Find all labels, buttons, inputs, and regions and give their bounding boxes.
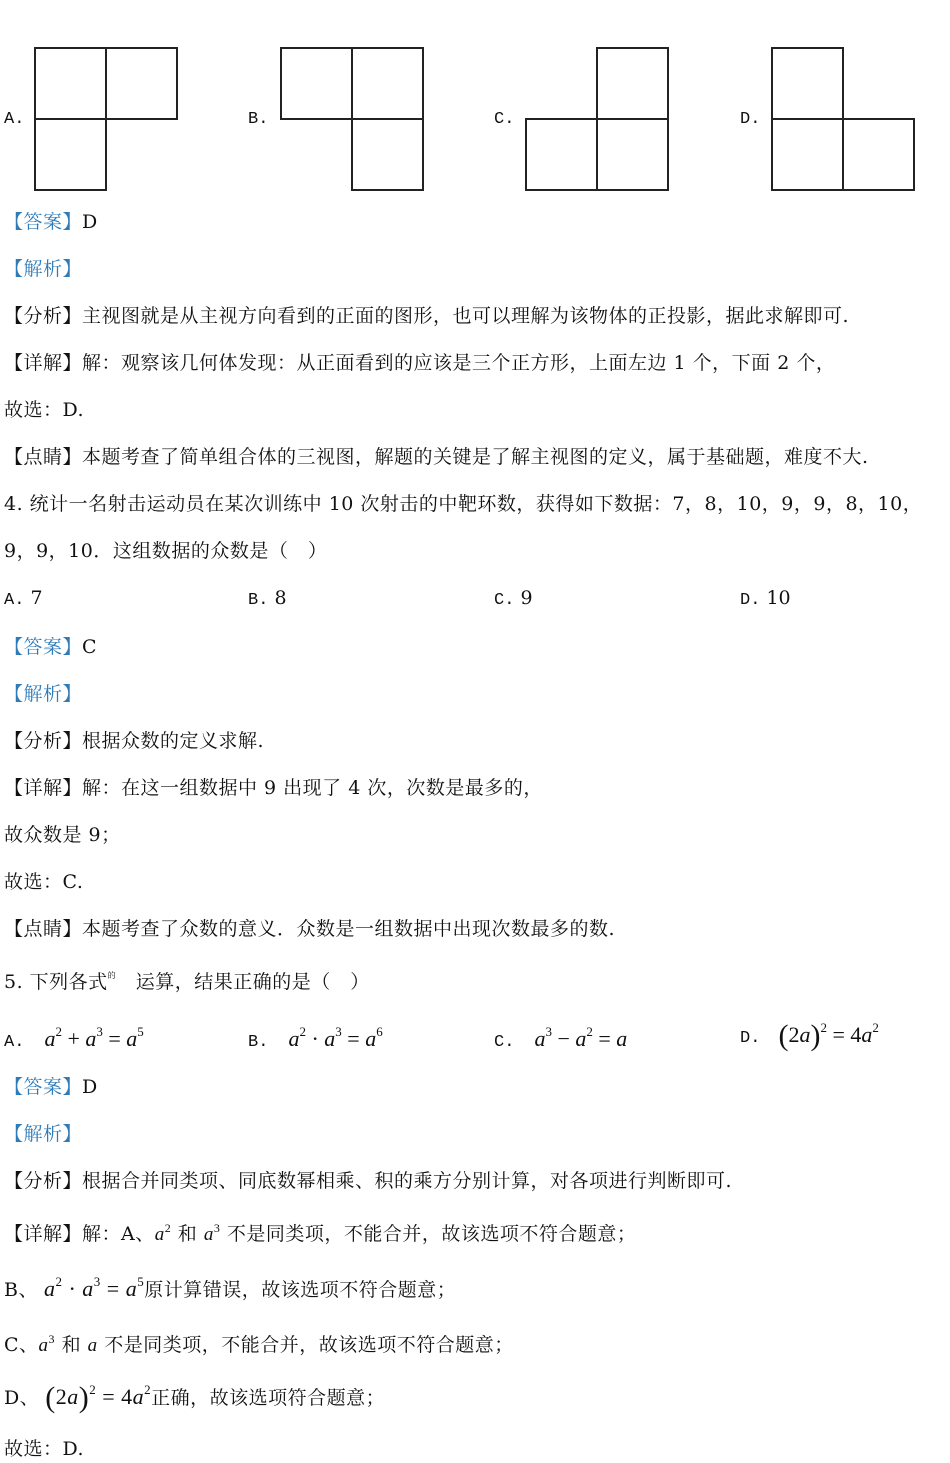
option-a-label: A. [4, 110, 25, 129]
q3-analysis-label: 【解析】 [4, 258, 83, 280]
q5-line-c: C、$a^3$ 和 a 不是同类项，不能合并，故该选项不符合题意； [4, 1332, 514, 1356]
q4-mode-line: 故众数是 9； [4, 824, 121, 846]
q5-answer: 【答案】D [4, 1076, 98, 1098]
q5-option-d: D. $(2a)^2 = 4a^2$ [740, 1019, 879, 1052]
option-b-figure [280, 46, 426, 192]
option-b-label: B. [248, 110, 269, 129]
q4-fenxi: 【分析】根据众数的定义求解. [4, 730, 265, 752]
q3-choice: 故选：D. [4, 399, 85, 421]
option-c-figure [525, 46, 671, 192]
q4-answer: 【答案】C [4, 636, 98, 658]
q3-fenxi: 【分析】主视图就是从主视方向看到的正面的图形，也可以理解为该物体的正投影，据此求解即可. [4, 305, 850, 327]
q4-xiangjie: 【详解】解：在这一组数据中 9 出现了 4 次，次数是最多的， [4, 777, 543, 799]
option-c-label: C. [494, 110, 515, 129]
q4-stem-line1: 4. 统计一名射击运动员在某次训练中 10 次射击的中靶环数，获得如下数据：7，8，10，9，9，8，10， [4, 493, 923, 515]
q4-analysis-label: 【解析】 [4, 683, 83, 705]
q5-xiangjie: 【详解】解：A、$a^2$ 和 $a^3$ 不是同类项，不能合并，故该选项不符合题意； [4, 1221, 637, 1245]
q5-analysis-label: 【解析】 [4, 1123, 83, 1145]
q3-answer: 【答案】D [4, 211, 98, 233]
q4-dianjing: 【点睛】本题考查了众数的意义．众数是一组数据中出现次数最多的数. [4, 918, 616, 940]
option-a-figure [34, 46, 180, 192]
q5-stem: 5. 下列各式$^的$ 运算，结果正确的是（ ） [4, 971, 370, 993]
q4-option-b: B. 8 [248, 587, 287, 610]
q4-choice: 故选：C. [4, 871, 84, 893]
q4-stem-line2: 9，9，10．这组数据的众数是（ ） [4, 540, 328, 562]
q5-choice: 故选：D. [4, 1438, 85, 1460]
q5-options [0, 1016, 950, 1056]
q4-option-c: C. 9 [494, 587, 533, 610]
q3-xiangjie: 【详解】解：观察该几何体发现：从正面看到的应该是三个正方形，上面左边 1 个，下面 2 个， [4, 352, 836, 374]
option-d-label: D. [740, 110, 761, 129]
q3-dianjing: 【点睛】本题考查了简单组合体的三视图，解题的关键是了解主视图的定义，属于基础题，难度不大. [4, 446, 869, 468]
option-d-figure [771, 46, 917, 192]
q5-option-a: A. $a^2 + a^3 = a^5$ [4, 1024, 144, 1052]
q4-options [0, 586, 950, 616]
q4-option-a: A. 7 [4, 587, 43, 610]
q5-fenxi: 【分析】根据合并同类项、同底数幂相乘、积的乘方分别计算，对各项进行判断即可. [4, 1170, 733, 1192]
q5-line-d: D、 $(2a)^2 = 4a^2$正确，故该选项符合题意； [4, 1381, 386, 1414]
q5-option-c: C. $a^3 - a^2 = a$ [494, 1024, 628, 1052]
q5-line-b: B、 $a^2 \cdot a^3 = a^5$原计算错误，故该选项不符合题意； [4, 1274, 457, 1301]
q4-option-d: D. 10 [740, 587, 791, 610]
q5-option-b: B. $a^2 \cdot a^3 = a^6$ [248, 1024, 383, 1052]
